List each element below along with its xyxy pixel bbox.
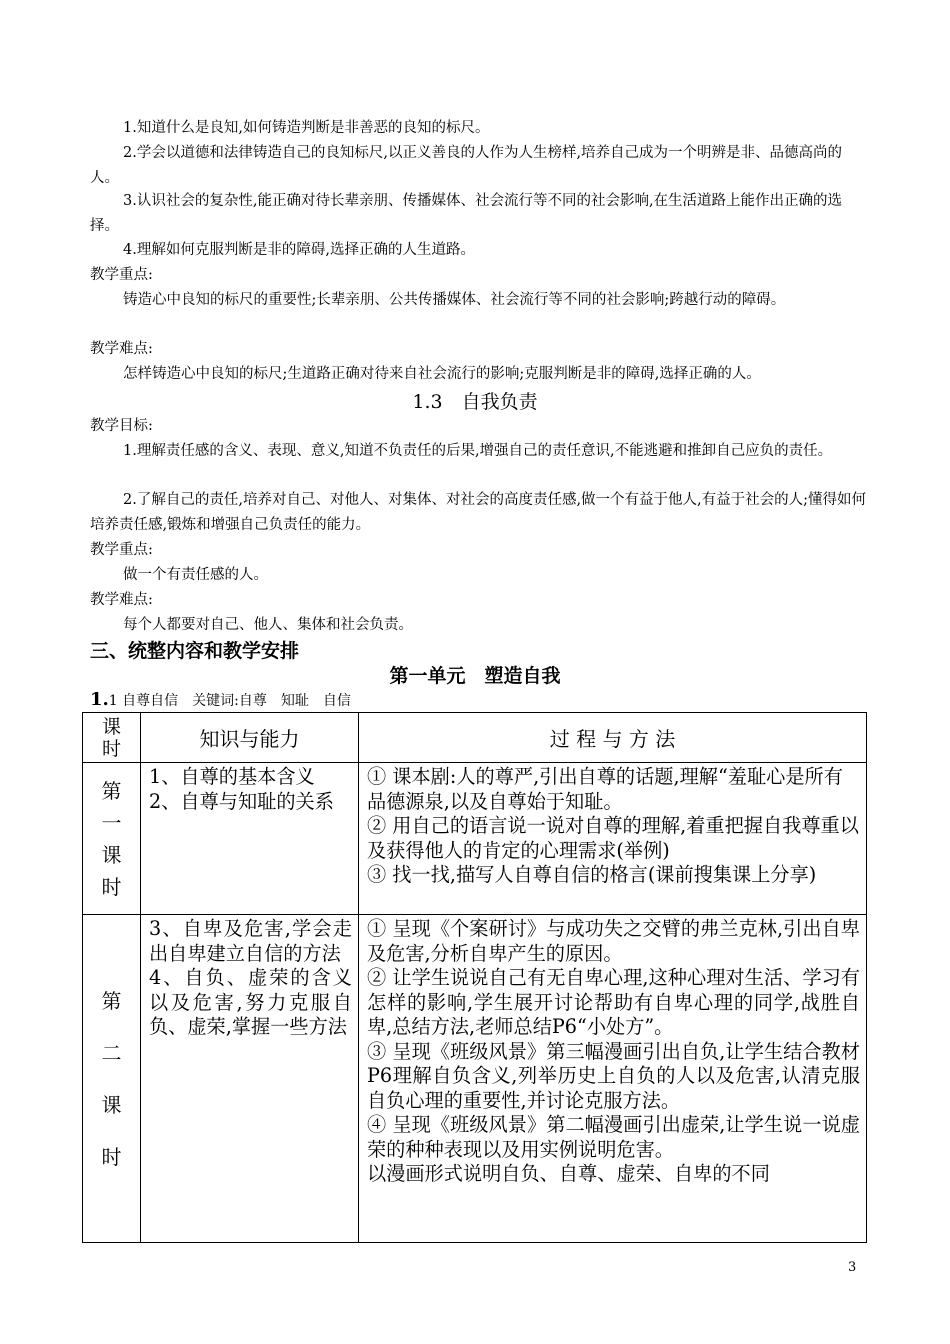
- goal-1-3-item-1: 1.理解责任感的含义、表现、意义,知道不负责任的后果,增强自己的责任意识,不能逃避和推卸自己应负的责任。: [123, 443, 833, 459]
- key-points-text: 铸造心中良知的标尺的重要性;长辈亲朋、公共传播媒体、社会流行等不同的社会影响;跨越行动的障碍。: [123, 292, 786, 308]
- table-row: [83, 915, 867, 1243]
- difficulty-label: 教学难点:: [90, 341, 153, 357]
- difficulty-text: 怎样铸造心中良知的标尺;生道路正确对待来自社会流行的影响;克服判断是非的障碍,选择正确的人。: [123, 366, 761, 382]
- goal-1-2-item-3: 3.认识社会的复杂性,能正确对待长辈亲朋、传播媒体、社会流行等不同的社会影响,在生活道路上能作出正确的选择。: [90, 193, 843, 234]
- process-step: ③ 呈现《班级风景》第三幅漫画引出自负,让学生结合教材P6理解自负含义,列举历史上自负的人以及危害,认清克服自负心理的重要性,并讨论克服方法。: [367, 1039, 860, 1112]
- lesson-cell-1: 第一课时: [83, 763, 141, 915]
- lesson-cell-2: 第二课时: [83, 915, 141, 1243]
- lesson-plan-table: [82, 712, 867, 1243]
- key-points-label: 教学重点:: [90, 267, 153, 283]
- section-1-3-key-text: 做一个有责任感的人。: [123, 567, 268, 583]
- section-1-3-diff-text: 每个人都要对自己、他人、集体和社会负责。: [123, 617, 413, 633]
- page-number: 3: [848, 1260, 857, 1275]
- knowledge-item: 2、自尊与知耻的关系: [149, 789, 334, 813]
- table-header-row: [83, 713, 867, 763]
- section-1-3-diff-label: 教学难点:: [90, 592, 153, 608]
- process-step: ② 用自己的语言说一说对自尊的理解,着重把握自我尊重以及获得他人的肯定的心理需求(举例): [367, 814, 859, 862]
- unit-title: 第一单元 塑造自我: [389, 665, 561, 687]
- part3-heading: 三、统整内容和教学安排: [90, 640, 300, 662]
- knowledge-cell-1: [141, 763, 359, 915]
- topic-number: 1.: [90, 689, 109, 710]
- knowledge-item: 3、自卑及危害,学会走出自卑建立自信的方法: [149, 917, 352, 965]
- header-knowledge: 知识与能力: [141, 713, 359, 763]
- section-1-3-key-label: 教学重点:: [90, 542, 153, 558]
- knowledge-item: 1、自尊的基本含义: [149, 765, 315, 788]
- section-1-3-goal-label: 教学目标:: [90, 418, 153, 434]
- header-lesson: 课时: [83, 713, 141, 763]
- goal-1-2-item-2: 2.学会以道德和法律铸造自己的良知标尺,以正义善良的人作为人生榜样,培养自己成为一个明辨是非、品德高尚的人。: [90, 145, 843, 186]
- process-step: ① 呈现《个案研讨》与成功失之交臂的弗兰克林,引出自卑及危害,分析自卑产生的原因。: [367, 917, 860, 965]
- header-process: 过 程 与 方 法: [359, 713, 867, 763]
- topic-line: [90, 689, 870, 712]
- goal-1-2-item-1: 1.知道什么是良知,如何铸造判断是非善恶的良知的标尺。: [123, 120, 490, 136]
- process-step: ③ 找一找,描写人自尊自信的格言(课前搜集课上分享): [367, 863, 817, 886]
- topic-keywords: 1 自尊自信 关键词:自尊 知耻 自信: [108, 693, 351, 709]
- goal-1-2-item-4: 4.理解如何克服判断是非的障碍,选择正确的人生道路。: [123, 242, 475, 258]
- knowledge-item: 4、自负、虚荣的含义以及危害,努力克服自负、虚荣,掌握一些方法: [149, 966, 352, 1038]
- goal-1-3-item-2: 2.了解自己的责任,培养对自己、对他人、对集体、对社会的高度责任感,做一个有益于他人,有益于社会的人;懂得如何培养责任感,锻炼和增强自己负责任的能力。: [90, 492, 867, 533]
- process-step: 以漫画形式说明自负、自尊、虚荣、自卑的不同: [367, 1162, 770, 1185]
- section-1-3-title: 1.3 自我负责: [412, 391, 538, 413]
- process-step: ① 课本剧:人的尊严,引出自尊的话题,理解“羞耻心是所有品德源泉,以及自尊始于知耻。: [367, 765, 843, 813]
- process-cell-2: [359, 915, 867, 1243]
- table-row: [83, 763, 867, 915]
- process-step: ② 让学生说说自己有无自卑心理,这种心理对生活、学习有怎样的影响,学生展开讨论帮助有自卑心理的同学,战胜自卑,总结方法,老师总结P6“小处方”。: [367, 966, 860, 1038]
- process-step: ④ 呈现《班级风景》第二幅漫画引出虚荣,让学生说一说虚荣的种种表现以及用实例说明危害。: [367, 1113, 860, 1161]
- process-cell-1: [359, 763, 867, 915]
- knowledge-cell-2: [141, 915, 359, 1243]
